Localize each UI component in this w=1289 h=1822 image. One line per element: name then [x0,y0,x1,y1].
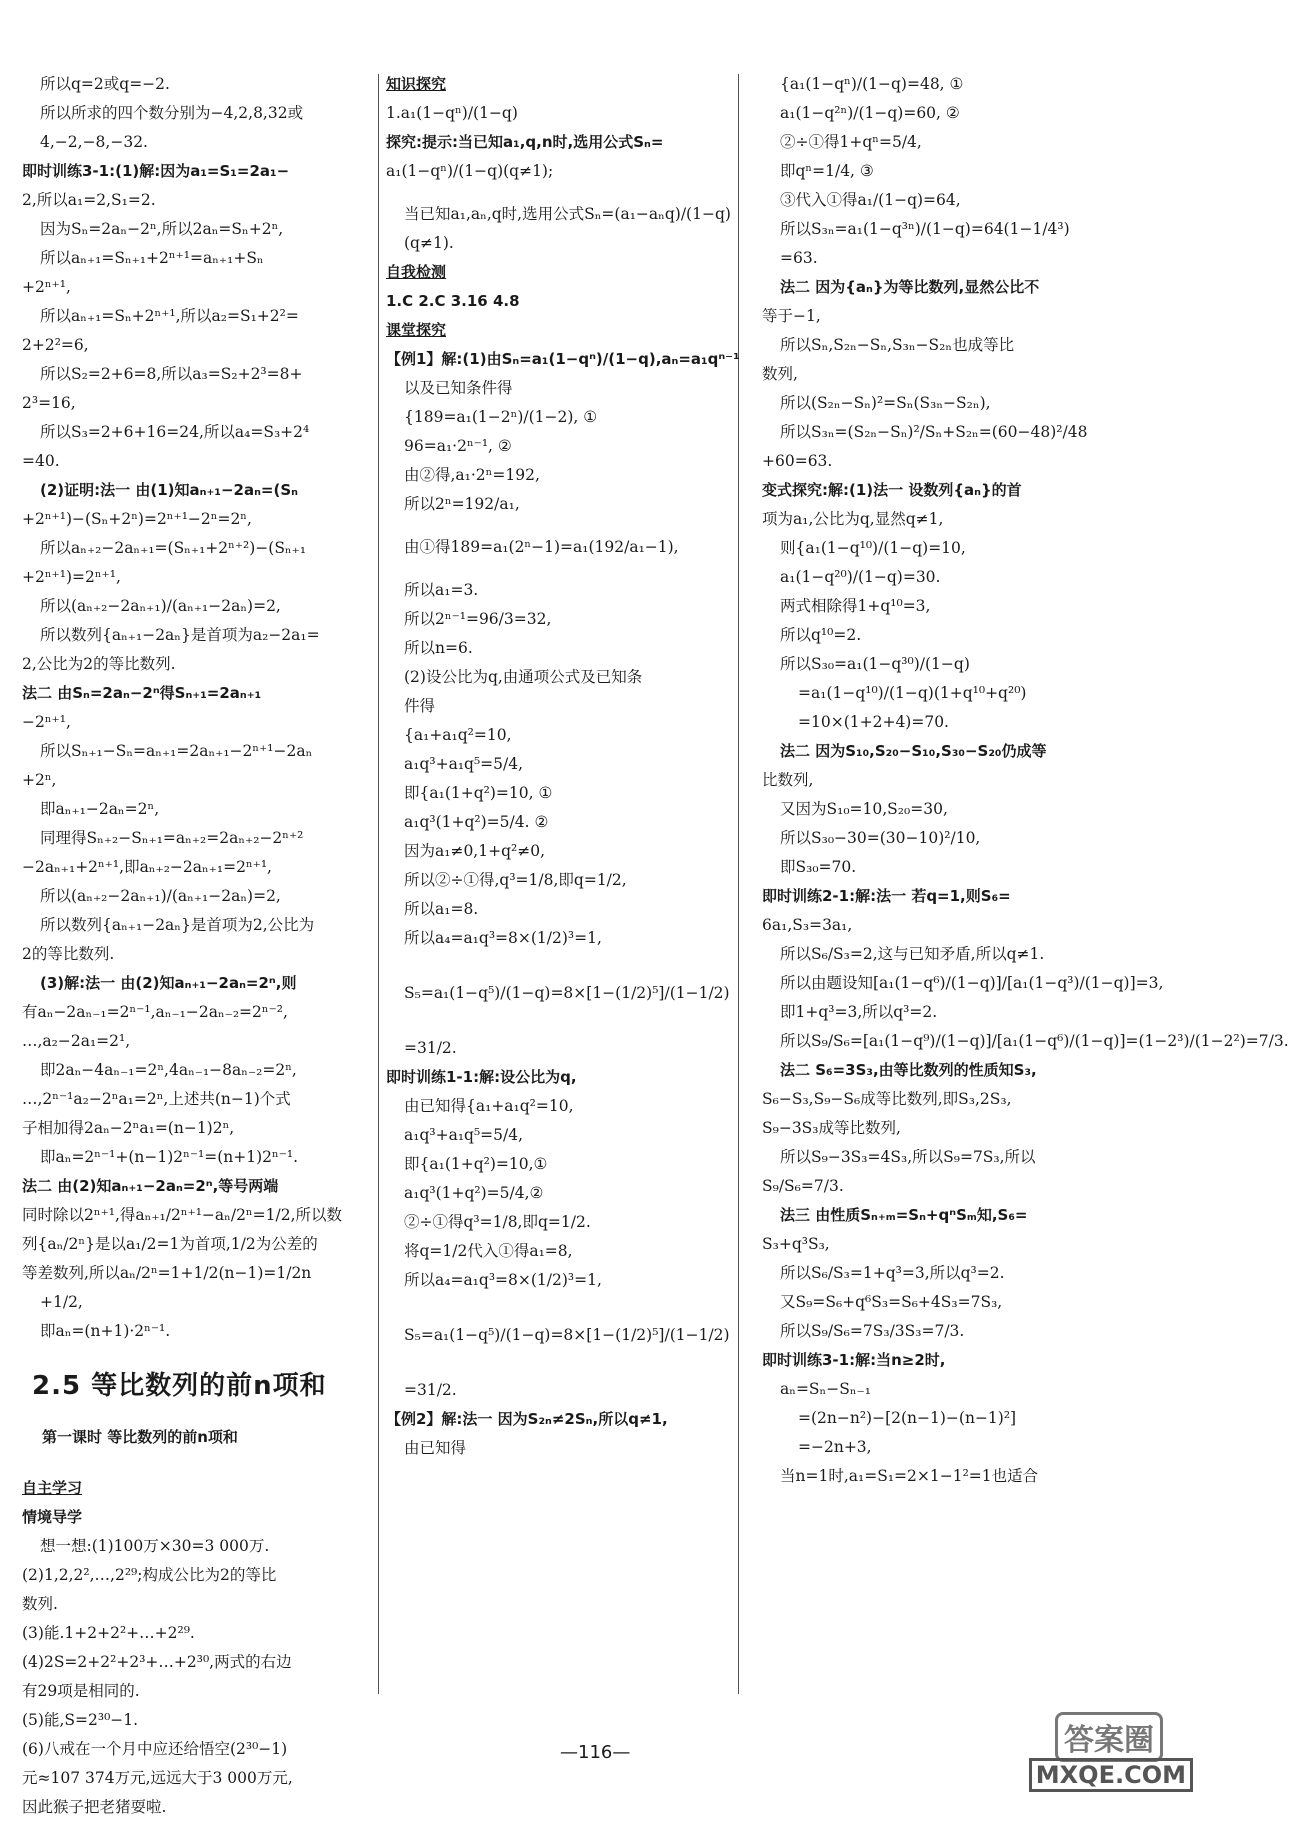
formula-line: =−2n+3, [798,1438,872,1456]
text-line: 同时除以2ⁿ⁺¹,得aₙ₊₁/2ⁿ⁺¹−aₙ/2ⁿ=1/2,所以数 [22,1206,342,1224]
text-line: 4,−2,−8,−32. [40,133,148,151]
example-heading: 【例1】解:(1)由Sₙ=a₁(1−qⁿ)/(1−q),aₙ=a₁qⁿ⁻¹ [386,350,740,368]
text-line: 子相加得2aₙ−2ⁿa₁=(n−1)2ⁿ, [22,1119,235,1137]
heading-self-study: 自主学习 [22,1479,83,1497]
text-line: 2+2²=6, [22,336,89,354]
formula-line: {a₁+a₁q²=10, [404,726,512,744]
text-line: −2aₙ₊₁+2ⁿ⁺¹,即aₙ₊₂−2aₙ₊₁=2ⁿ⁺¹, [22,858,272,876]
formula-line: 所以(aₙ₊₂−2aₙ₊₁)/(aₙ₊₁−2aₙ)=2, [40,887,281,905]
text-line: 数列, [762,365,798,383]
text-line: …,a₂−2a₁=2¹, [22,1032,131,1050]
text-line: 当n=1时,a₁=S₁=2×1−1²=1也适合 [780,1467,1039,1485]
formula-line: a₁q³+a₁q⁵=5/4, [404,1126,524,1144]
exercise-heading: 即时训练2-1:解:法一 若q=1,则S₆= [762,887,1011,905]
formula-line: ②÷①得1+qⁿ=5/4, [780,133,922,151]
column-right [762,70,1289,1491]
formula-line: 所以S₃₀−30=(30−10)²/10, [780,829,981,847]
text-line: 所以Sₙ₊₁−Sₙ=aₙ₊₁=2aₙ₊₁−2ⁿ⁺¹−2aₙ [40,742,313,760]
formula-line: 所以S₉/S₆=[a₁(1−q⁹)/(1−q)]/[a₁(1−q⁶)/(1−q)]=(1−2³)/(1−2²)=7/3. [780,1032,1289,1050]
text-line: 所以aₙ₊₁=Sₙ₊₁+2ⁿ⁺¹=aₙ₊₁+Sₙ [40,249,264,267]
text-line: 2,所以a₁=2,S₁=2. [22,191,156,209]
formula-line: 96=a₁·2ⁿ⁻¹, ② [404,437,512,455]
text-line: =40. [22,452,60,470]
heading-knowledge: 知识探究 [386,75,447,93]
text-line: 等于−1, [762,307,821,325]
formula-line: 即qⁿ=1/4, ③ [780,162,874,180]
text-line: S₃+q³S₃, [762,1235,830,1253]
formula-line: {a₁(1−qⁿ)/(1−q)=48, ① [780,75,964,93]
text-line: S₆−S₃,S₉−S₆成等比数列,即S₃,2S₃, [762,1090,1012,1108]
heading-context: 情境导学 [22,1508,83,1526]
text-line: 所以数列{aₙ₊₁−2aₙ}是首项为a₂−2a₁= [40,626,320,644]
formula-line: 由①得189=a₁(2ⁿ−1)=a₁(192/a₁−1), [404,538,679,556]
column-middle [386,70,740,1463]
text-line: 等差数列,所以aₙ/2ⁿ=1+1/2(n−1)=1/2n [22,1264,312,1282]
text-line: 数列. [22,1595,58,1613]
text-line: S₉−3S₃成等比数列, [762,1119,901,1137]
section-title: 2.5 等比数列的前n项和 [32,1371,327,1401]
text-line: 探究:提示:当已知a₁,q,n时,选用公式Sₙ= [386,133,664,151]
formula-line: 所以S₃₀=a₁(1−q³⁰)/(1−q) [780,655,970,673]
formula-line: 所以(S₂ₙ−Sₙ)²=Sₙ(S₃ₙ−S₂ₙ), [780,394,991,412]
formula-line: =31/2. [404,1381,457,1399]
text-line: 所以q¹⁰=2. [780,626,862,644]
text-line: 由②得,a₁·2ⁿ=192, [404,466,540,484]
text-line: (6)八戒在一个月中应还给悟空(2³⁰−1) [22,1740,288,1758]
text-line: 以及已知条件得 [404,379,513,397]
text-line: (3)能.1+2+2²+…+2²⁹. [22,1624,195,1642]
text-line: (4)2S=2+2²+2³+…+2³⁰,两式的右边 [22,1653,292,1671]
formula-line: 将q=1/2代入①得a₁=8, [404,1242,573,1260]
text-line: 同理得Sₙ₊₂−Sₙ₊₁=aₙ₊₂=2aₙ₊₂−2ⁿ⁺² [40,829,304,847]
text-line: 6a₁,S₃=3a₁, [762,916,853,934]
formula-line: 所以由题设知[a₁(1−q⁶)/(1−q)]/[a₁(1−q³)/(1−q)]=3, [780,974,1164,992]
formula-line: 即{a₁(1+q²)=10,① [404,1155,548,1173]
formula-line: S₅=a₁(1−q⁵)/(1−q)=8×[1−(1/2)⁵]/(1−1/2) [404,984,730,1002]
text-line: 因为Sₙ=2aₙ−2ⁿ,所以2aₙ=Sₙ+2ⁿ, [40,220,284,238]
proof-heading: (2)证明:法一 由(1)知aₙ₊₁−2aₙ=(Sₙ [40,481,298,499]
text-line: 所以a₁=8. [404,900,479,918]
formula-line: 所以S₉/S₆=7S₃/3S₃=7/3. [780,1322,965,1340]
watermark-logo [1035,1712,1193,1792]
text-line: 又因为S₁₀=10,S₂₀=30, [780,800,948,818]
text-line: 所以Sₙ,S₂ₙ−Sₙ,S₃ₙ−S₂ₙ也成等比 [780,336,1015,354]
text-line: 2,公比为2的等比数列. [22,655,176,673]
text-line: 2³=16, [22,394,76,412]
column-divider-left [378,74,379,1694]
text-line: 2的等比数列. [22,945,115,963]
formula-line: =10×(1+2+4)=70. [798,713,949,731]
text-line: 即aₙ₊₁−2aₙ=2ⁿ, [40,800,160,818]
formula-line: a₁(1−q²ⁿ)/(1−q)=60, ② [780,104,960,122]
text-line: =63. [780,249,818,267]
text-line: +2ⁿ⁺¹, [22,278,71,296]
formula-line: 所以a₄=a₁q³=8×(1/2)³=1, [404,1271,602,1289]
formula-line: 即1+q³=3,所以q³=2. [780,1003,938,1021]
text-line: 两式相除得1+q¹⁰=3, [780,597,931,615]
text-line: 比数列, [762,771,814,789]
text-line: (q≠1). [404,234,454,252]
text-line: 即aₙ=2ⁿ⁻¹+(n−1)2ⁿ⁻¹=(n+1)2ⁿ⁻¹. [40,1148,299,1166]
formula-line: 所以a₄=a₁q³=8×(1/2)³=1, [404,929,602,947]
formula-line: =31/2. [404,1039,457,1057]
method-heading: 法二 S₆=3S₃,由等比数列的性质知S₃, [780,1061,1037,1079]
text-line: 即S₃₀=70. [780,858,857,876]
exercise-heading: 即时训练1-1:解:设公比为q, [386,1068,577,1086]
solution-heading: (3)解:法一 由(2)知aₙ₊₁−2aₙ=2ⁿ,则 [40,974,297,992]
text-line: 所以数列{aₙ₊₁−2aₙ}是首项为2,公比为 [40,916,315,934]
subsection-title: 第一课时 等比数列的前n项和 [42,1428,238,1446]
formula-line: 所以S₆/S₃=1+q³=3,所以q³=2. [780,1264,1005,1282]
text-line: 所以a₁=3. [404,581,479,599]
text-line: 有aₙ−2aₙ₋₁=2ⁿ⁻¹,aₙ₋₁−2aₙ₋₂=2ⁿ⁻², [22,1003,288,1021]
formula-line: S₉/S₆=7/3. [762,1177,844,1195]
formula-line: a₁(1−qⁿ)/(1−q)(q≠1); [386,162,554,180]
formula-line: 则{a₁(1−q¹⁰)/(1−q)=10, [780,539,966,557]
text-line: (2)设公比为q,由通项公式及已知条 [404,668,643,686]
formula-line: 又S₉=S₆+q⁶S₃=S₆+4S₃=7S₃, [780,1293,1003,1311]
text-line: 所以n=6. [404,639,473,657]
text-line: 所以S₃=2+6+16=24,所以a₄=S₃+2⁴ [40,423,310,441]
text-line: +2ⁿ⁺¹)=2ⁿ⁺¹, [22,568,121,586]
exercise-heading: 即时训练3-1:解:当n≥2时, [762,1351,946,1369]
text-line: 由已知得 [404,1439,467,1457]
formula-line: 当已知a₁,aₙ,q时,选用公式Sₙ=(a₁−aₙq)/(1−q) [404,205,731,223]
formula-line: 所以(aₙ₊₂−2aₙ₊₁)/(aₙ₊₁−2aₙ)=2, [40,597,281,615]
page-number: —116— [560,1742,631,1763]
text-line: 即aₙ=(n+1)·2ⁿ⁻¹. [40,1322,171,1340]
formula-line: 即{a₁(1+q²)=10, ① [404,784,553,802]
formula-line: ③代入①得a₁/(1−q)=64, [780,191,961,209]
text-line: −2ⁿ⁺¹, [22,713,71,731]
text-line: 所以aₙ₊₁=Sₙ+2ⁿ⁺¹,所以a₂=S₁+2²= [40,307,299,325]
text-line: 想一想:(1)100万×30=3 000万. [40,1537,270,1555]
formula-line: =a₁(1−q¹⁰)/(1−q)(1+q¹⁰+q²⁰) [798,684,1027,702]
heading-class-explore: 课堂探究 [386,321,447,339]
text-line: 所以q=2或q=−2. [40,75,170,93]
answer-line: 1.C 2.C 3.16 4.8 [386,292,520,310]
formula-line: 所以S₃ₙ=(S₂ₙ−Sₙ)²/Sₙ+S₂ₙ=(60−48)²/48 [780,423,1088,441]
formula-line: =(2n−n²)−[2(n−1)−(n−1)²] [798,1409,1017,1427]
method-heading: 法二 因为{aₙ}为等比数列,显然公比不 [780,278,1040,296]
formula-line: a₁(1−q²⁰)/(1−q)=30. [780,568,941,586]
watermark-top: 答案圈 [1055,1712,1163,1762]
text-line: 元≈107 374万元,远远大于3 000万元, [22,1769,293,1787]
column-divider-right [738,74,739,1694]
formula-line: 所以S₆/S₃=2,这与已知矛盾,所以q≠1. [780,945,1045,963]
example-heading: 【例2】解:法一 因为S₂ₙ≠2Sₙ,所以q≠1, [386,1410,668,1428]
watermark-bottom: MXQE.COM [1029,1758,1193,1792]
formula-line: a₁q³(1+q²)=5/4. ② [404,813,549,831]
variant-heading: 变式探究:解:(1)法一 设数列{aₙ}的首 [762,481,1022,499]
text-line: …,2ⁿ⁻¹a₂−2ⁿa₁=2ⁿ,上述共(n−1)个式 [22,1090,291,1108]
formula-line: ②÷①得q³=1/8,即q=1/2. [404,1213,591,1231]
formula-line: 所以2ⁿ=192/a₁, [404,495,520,513]
text-line: 有29项是相同的. [22,1682,140,1700]
text-line: +2ⁿ⁺¹)−(Sₙ+2ⁿ)=2ⁿ⁺¹−2ⁿ=2ⁿ, [22,510,252,528]
text-line: 所以所求的四个数分别为−4,2,8,32或 [40,104,304,122]
formula-line: a₁q³(1+q²)=5/4,② [404,1184,544,1202]
column-left [22,70,377,1822]
text-line: 所以aₙ₊₂−2aₙ₊₁=(Sₙ₊₁+2ⁿ⁺²)−(Sₙ₊₁ [40,539,307,557]
method-heading: 法三 由性质Sₙ₊ₘ=Sₙ+qⁿSₘ知,S₆= [780,1206,1028,1224]
formula-line: 由已知得{a₁+a₁q²=10, [404,1097,574,1115]
text-line: 所以S₉−3S₃=4S₃,所以S₉=7S₃,所以 [780,1148,1036,1166]
text-line: 列{aₙ/2ⁿ}是以a₁/2=1为首项,1/2为公差的 [22,1235,318,1253]
heading-self-check: 自我检测 [386,263,447,281]
formula-line: a₁q³+a₁q⁵=5/4, [404,755,524,773]
text-line: 项为a₁,公比为q,显然q≠1, [762,510,944,528]
formula-line: 1.a₁(1−qⁿ)/(1−q) [386,104,518,122]
text-line: +1/2, [40,1293,83,1311]
formula-line: aₙ=Sₙ−Sₙ₋₁ [780,1380,871,1398]
text-line: (5)能,S=2³⁰−1. [22,1711,139,1729]
formula-line: S₅=a₁(1−q⁵)/(1−q)=8×[1−(1/2)⁵]/(1−1/2) [404,1326,730,1344]
method-heading: 法二 由Sₙ=2aₙ−2ⁿ得Sₙ₊₁=2aₙ₊₁ [22,684,262,702]
formula-line: {189=a₁(1−2ⁿ)/(1−2), ① [404,408,598,426]
text-line: 因此猴子把老猪耍啦. [22,1798,167,1816]
text-line: +60=63. [762,452,833,470]
formula-line: 所以②÷①得,q³=1/8,即q=1/2, [404,871,627,889]
formula-line: 所以S₃ₙ=a₁(1−q³ⁿ)/(1−q)=64(1−1/4³) [780,220,1070,238]
formula-line: 所以2ⁿ⁻¹=96/3=32, [404,610,552,628]
text-line: 所以S₂=2+6=8,所以a₃=S₂+2³=8+ [40,365,303,383]
text-line: +2ⁿ, [22,771,57,789]
method-heading: 法二 由(2)知aₙ₊₁−2aₙ=2ⁿ,等号两端 [22,1177,279,1195]
text-line: 即2aₙ−4aₙ₋₁=2ⁿ,4aₙ₋₁−8aₙ₋₂=2ⁿ, [40,1061,297,1079]
text-line: 因为a₁≠0,1+q²≠0, [404,842,545,860]
exercise-heading: 即时训练3-1:(1)解:因为a₁=S₁=2a₁− [22,162,290,180]
text-line: (2)1,2,2²,…,2²⁹;构成公比为2的等比 [22,1566,277,1584]
method-heading: 法二 因为S₁₀,S₂₀−S₁₀,S₃₀−S₂₀仍成等 [780,742,1047,760]
text-line: 件得 [404,697,436,715]
